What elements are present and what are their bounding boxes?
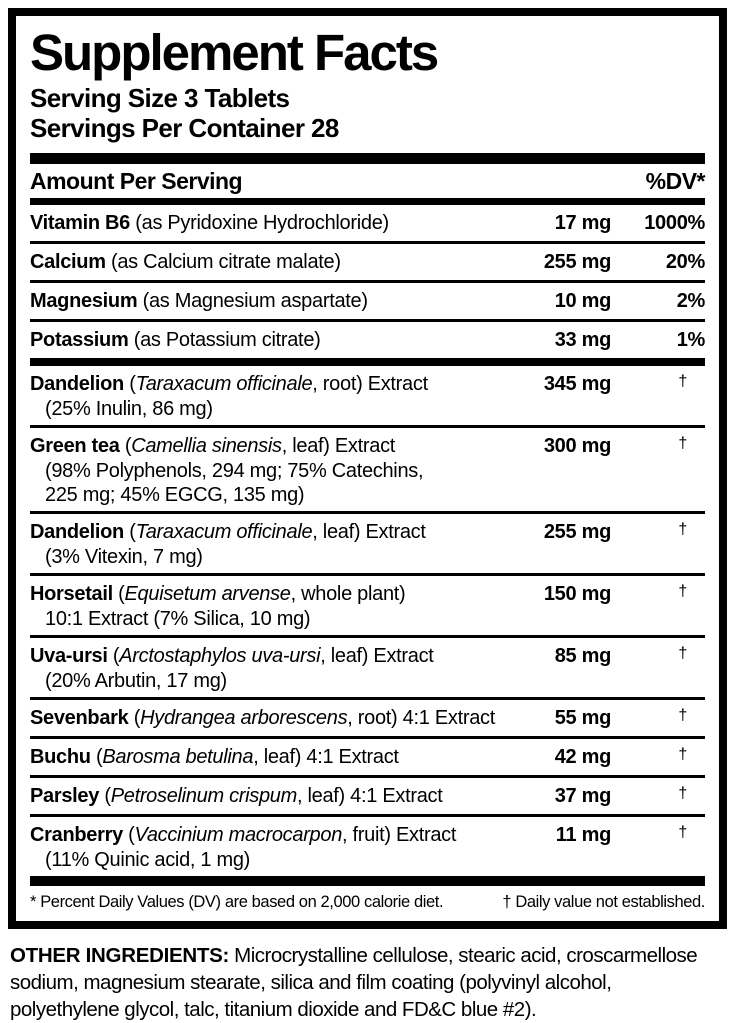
nutrient-row [30, 576, 705, 638]
latin-name: Camellia sinensis [131, 435, 282, 458]
dagger-mark: † [678, 785, 687, 803]
latin-name: Equisetum arvense [124, 583, 291, 606]
nutrient-amount: 55 mg [554, 707, 611, 730]
column-header-row [30, 164, 705, 198]
dagger-mark: † [678, 746, 687, 764]
divider-footnote [30, 876, 705, 886]
dagger-mark: † [678, 521, 687, 539]
nutrient-amount: 255 mg [543, 251, 611, 274]
nutrient-amount: 85 mg [554, 645, 611, 668]
nutrient-row [30, 817, 705, 876]
nutrient-name: Vitamin B6 (as Pyridoxine Hydrochloride) [30, 212, 389, 235]
nutrient-name: Magnesium (as Magnesium aspartate) [30, 290, 368, 313]
dagger-footnote: † Daily value not established. [502, 893, 705, 912]
latin-name: Barosma betulina [102, 746, 254, 769]
latin-name: Vaccinium macrocarpon [134, 824, 343, 847]
nutrient-dv: 1% [676, 329, 705, 352]
minerals-section [30, 205, 705, 358]
nutrient-name: Dandelion (Taraxacum officinale, leaf) Extract (3% Vitexin, 7 mg) [30, 519, 503, 569]
nutrient-row [30, 205, 705, 244]
nutrient-amount: 33 mg [554, 329, 611, 352]
nutrient-row [30, 739, 705, 778]
nutrient-amount: 10 mg [554, 290, 611, 313]
amount-per-serving-header: Amount Per Serving [30, 168, 243, 195]
dagger-mark: † [678, 707, 687, 725]
nutrient-row [30, 322, 705, 358]
servings-per-container: Servings Per Container 28 [30, 113, 339, 144]
latin-name: Taraxacum officinale [135, 373, 313, 396]
nutrient-name: Calcium (as Calcium citrate malate) [30, 251, 341, 274]
latin-name: Hydrangea arborescens [140, 707, 348, 730]
nutrient-name: Buchu (Barosma betulina, leaf) 4:1 Extract [30, 746, 399, 769]
herbals-section [30, 366, 705, 876]
nutrient-amount: 17 mg [554, 212, 611, 235]
dv-footnote: * Percent Daily Values (DV) are based on 2,000 calorie diet. [30, 893, 444, 912]
divider-thick-top [30, 153, 705, 164]
nutrient-subdetail: (11% Quinic acid, 1 mg) [45, 849, 251, 872]
dagger-mark: † [678, 583, 687, 601]
dagger-mark: † [678, 824, 687, 842]
nutrient-row [30, 244, 705, 283]
nutrient-dv: 2% [676, 290, 705, 313]
latin-name: Petroselinum crispum [110, 785, 297, 808]
percent-dv-header: %DV* [645, 168, 705, 195]
dagger-mark: † [678, 435, 687, 453]
footnote-row [30, 886, 705, 915]
nutrient-amount: 11 mg [555, 824, 611, 847]
nutrient-amount: 300 mg [543, 435, 611, 458]
serving-size: Serving Size 3 Tablets [30, 83, 290, 114]
divider-section [30, 358, 705, 366]
nutrient-dv: 20% [665, 251, 705, 274]
nutrient-name: Sevenbark (Hydrangea arborescens, root) 4:1 Extract [30, 707, 495, 730]
nutrient-row [30, 283, 705, 322]
panel-title: Supplement Facts [30, 24, 438, 81]
nutrient-amount: 345 mg [543, 373, 611, 396]
nutrient-subdetail: 10:1 Extract (7% Silica, 10 mg) [45, 608, 311, 631]
nutrient-amount: 37 mg [554, 785, 611, 808]
nutrient-subdetail: 225 mg; 45% EGCG, 135 mg) [45, 484, 305, 507]
nutrient-amount: 150 mg [543, 583, 611, 606]
other-ingredients [10, 942, 725, 1023]
nutrient-name: Green tea (Camellia sinensis, leaf) Extract (98% Polyphenols, 294 mg; 75% Catechins, 225 mg; 45% EGCG, 135 mg) [30, 433, 503, 507]
nutrient-subdetail: (98% Polyphenols, 294 mg; 75% Catechins, [45, 460, 424, 483]
nutrient-subdetail: (3% Vitexin, 7 mg) [45, 546, 203, 569]
other-ingredients-label: OTHER INGREDIENTS: [10, 944, 229, 968]
latin-name: Taraxacum officinale [135, 521, 313, 544]
divider-medium [30, 198, 705, 205]
nutrient-name: Potassium (as Potassium citrate) [30, 329, 321, 352]
nutrient-name: Dandelion (Taraxacum officinale, root) Extract (25% Inulin, 86 mg) [30, 371, 503, 421]
nutrient-row [30, 778, 705, 817]
nutrient-name: Parsley (Petroselinum crispum, leaf) 4:1 Extract [30, 785, 443, 808]
latin-name: Arctostaphylos uva-ursi [119, 645, 321, 668]
nutrient-amount: 42 mg [554, 746, 611, 769]
nutrient-subdetail: (25% Inulin, 86 mg) [45, 398, 213, 421]
nutrient-name: Uva-ursi (Arctostaphylos uva-ursi, leaf) Extract (20% Arbutin, 17 mg) [30, 643, 503, 693]
nutrient-row [30, 428, 705, 514]
dagger-mark: † [678, 373, 687, 391]
nutrient-subdetail: (20% Arbutin, 17 mg) [45, 670, 227, 693]
supplement-facts-panel [8, 8, 727, 929]
nutrient-name: Horsetail (Equisetum arvense, whole plant) 10:1 Extract (7% Silica, 10 mg) [30, 581, 503, 631]
other-ingredients-text: Microcrystalline cellulose, stearic acid, croscarmellose sodium, magnesium stearate, silica and film coating (polyvinyl alcohol, polyethylene glycol, talc, titanium dioxide and FD&C blue #2). [10, 944, 698, 1022]
nutrient-row [30, 514, 705, 576]
nutrient-amount: 255 mg [543, 521, 611, 544]
nutrient-name: Cranberry (Vaccinium macrocarpon, fruit) Extract (11% Quinic acid, 1 mg) [30, 822, 503, 872]
nutrient-row [30, 700, 705, 739]
nutrient-row [30, 366, 705, 428]
nutrient-dv: 1000% [644, 212, 705, 235]
dagger-mark: † [678, 645, 687, 663]
nutrient-row [30, 638, 705, 700]
